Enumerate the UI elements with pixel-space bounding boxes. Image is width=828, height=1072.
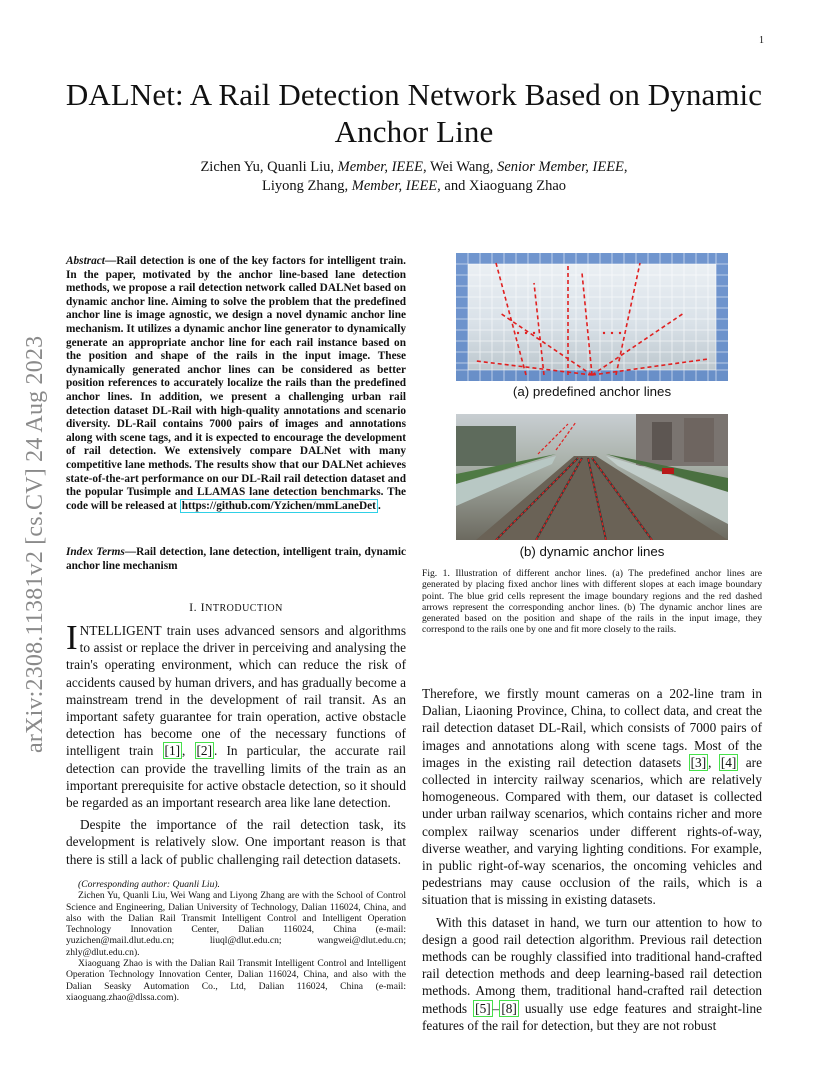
paragraph-text: Therefore, we firstly mount cameras on a 202-line tram in Dalian, Liaoning Province, China, to collect data, and creat the rail detection dataset DL-Rail, which consists of 7000 pairs of images and annotations along with scene tags. Most of the images in the existing rail detection datasets xyxy=(422,686,762,770)
section-title-rest: NTRODUCTION xyxy=(205,603,283,614)
author-names: , and Xiaoguang Zhao xyxy=(437,178,567,194)
subcaption-b: (b) dynamic anchor lines xyxy=(519,544,665,559)
section-initial: I xyxy=(200,600,206,614)
intro-paragraph-1 xyxy=(66,618,406,811)
paragraph-text: . In particular, the accurate rail detection can provide the travelling limits of the train as an important prerequisite for active obstacle detection, so it should be regarded as an important research area like lane detection. xyxy=(66,743,406,811)
arxiv-stamp xyxy=(22,283,52,753)
drop-cap: I xyxy=(66,618,78,657)
index-terms-text: —Rail detection, lane detection, intelligent train, dynamic anchor line mechanism xyxy=(66,546,406,572)
citation-link[interactable]: [1] xyxy=(164,743,181,759)
code-link[interactable]: https://github.com/Yzichen/mmLaneDet xyxy=(181,499,376,512)
abstract xyxy=(66,255,406,513)
author-line-1 xyxy=(60,158,768,177)
intro-body xyxy=(66,618,406,868)
affiliation-note-2: Xiaoguang Zhao is with the Dalian Rail Transmit Intelligent Control and Intelligent Operation Technology Innovation Center, Dalian 116024, China, and also with the Dalian Seasky Automation Co., Ltd, Dalian 116024, China (e-mail: xiaoguang.zhao@dlssa.com). xyxy=(66,958,406,1003)
figure-caption: Fig. 1. Illustration of different anchor lines. (a) The predefined anchor lines are generated by placing fixed anchor lines with different slopes at each image boundary point. The blue grid cells represent the image boundary regions and the red dashed arrows represent the corresponding anchor lines. (b) The dynamic anchor lines are generated based on the position and shape of the rails in the input image, they correspond to the rails one by one and fit more closely to the rails. xyxy=(422,568,762,636)
abstract-label: Abstract xyxy=(66,255,105,267)
arxiv-identifier: arXiv:2308.11381v2 [cs.CV] 24 Aug 2023 xyxy=(22,335,48,753)
abstract-text: —Rail detection is one of the key factors for intelligent train. In the paper, motivated by the anchor line-based lane detection methods, we propose a rail detection network called DALNet based on dynamic anchor line. Aiming to solve the problem that the predefined anchor line is image agnostic, we design a novel dynamic anchor line mechanism. It utilizes a dynamic anchor line generator to dynamically generate an appropriate anchor line for each rail instance based on the position and shape of the rails in the input image. These dynamically generated anchor lines can be considered as better position references to accurately localize the rails than the predefined anchor lines. In addition, we present a challenging urban rail detection dataset DL-Rail with high-quality annotations and scenario diversity. DL-Rail contains 7000 pairs of images and annotations along with scene tags, and it is expected to encourage the development of rail detection. We extensively compare DALNet with many competitive lane methods. The results show that our DALNet achieves state-of-the-art performance on our DL-Rail rail detection dataset and the popular Tusimple and LLAMAS lane detection benchmarks. The code will be released at xyxy=(66,255,406,512)
paragraph-text: train uses advanced sensors and algorithms to assist or replace the driver in perceiving and analysing the train's operating environment, which can reduce the risk of accidents caused by human drivers, and has gradually become a mainstream trend in the development of rail transit. As an important safety guarantee for train operation, active obstacle detection has become one of the necessary functions of intelligent train xyxy=(66,623,406,759)
author-names: Liyong Zhang, xyxy=(261,178,352,194)
predefined-anchor-lines-image xyxy=(456,253,728,381)
footnotes xyxy=(66,879,406,1003)
author-membership: Member, IEEE xyxy=(351,178,438,194)
citation-link[interactable]: [5] xyxy=(475,1000,491,1016)
right-paragraph-1 xyxy=(422,685,762,909)
paragraph-text: are collected in intercity railway scenarios, which are relatively homogeneous. Compared with them, our dataset is collected under urban railway scenarios, which contains richer and more complex railway scenarios under different rights-of-way, diverse weather, and varying lighting conditions. For example, in public right-of-way scenarios, the oncoming vehicles and pedestrians may cause occlusion of the rails, which is a situation that is missing in existing datasets. xyxy=(422,754,762,908)
page-number: 1 xyxy=(759,35,764,46)
right-paragraph-2 xyxy=(422,914,762,1034)
figure-predefined-anchor-lines xyxy=(456,253,728,381)
corresponding-author: (Corresponding author: Quanli Liu). xyxy=(78,879,220,890)
corresponding-author-note xyxy=(66,879,406,890)
section-heading xyxy=(66,600,406,615)
abstract-end: . xyxy=(377,499,381,512)
author-line-2 xyxy=(60,177,768,196)
author-list xyxy=(60,158,768,196)
citation-range-dash: – xyxy=(492,1000,500,1016)
section-number: I. xyxy=(189,600,201,614)
figure-dynamic-anchor-lines xyxy=(456,414,728,540)
author-names: , Wei Wang, xyxy=(423,159,498,175)
paragraph-text: usually use edge features and straight-line features of the rail for detection, but they are not robust xyxy=(422,1000,762,1033)
index-terms-label: Index Terms xyxy=(66,546,125,558)
author-names: Zichen Yu, Quanli Liu, xyxy=(200,159,338,175)
author-membership: Member, IEEE xyxy=(337,159,423,175)
index-terms xyxy=(66,546,406,573)
paragraph-text: With this dataset in hand, we turn our attention to how to design a good rail detection algorithm. Previous rail detection methods can be roughly classified into traditional hand-crafted rail detection methods and deep learning-based rail detection methods. Among them, traditional hand-crafted rail detection methods xyxy=(422,914,762,1016)
author-separator: , xyxy=(623,159,628,175)
citation-link[interactable]: [4] xyxy=(720,754,737,770)
right-column-body xyxy=(422,685,762,1034)
subcaption-a: (a) predefined anchor lines xyxy=(512,384,672,399)
citation-separator: , xyxy=(182,743,195,759)
intro-paragraph-2: Despite the importance of the rail detection task, its development is relatively slow. One important reason is that there is still a lack of public challenging rail detection datasets. xyxy=(66,817,406,867)
paper-title: DALNet: A Rail Detection Network Based on Dynamic Anchor Line xyxy=(65,77,763,149)
author-membership: Senior Member, IEEE xyxy=(497,159,624,175)
drop-cap-lead: NTELLIGENT xyxy=(79,623,162,638)
affiliation-note-1: Zichen Yu, Quanli Liu, Wei Wang and Liyong Zhang are with the School of Control Science and Engineering, Dalian University of Technology, Dalian 116024, China, and also with the Dalian Rail Transmit Intelligent Control and Intelligent Operation Technology Innovation Center, Dalian 116024, China (e-mail: yuzichen@mail.dlut.edu.cn; liuql@dlut.edu.cn; wangwei@dlut.edu.cn; zhly@dlut.edu.cn). xyxy=(66,890,406,958)
citation-link[interactable]: [3] xyxy=(690,754,707,770)
citation-link[interactable]: [8] xyxy=(501,1000,517,1016)
citation-link[interactable]: [2] xyxy=(196,743,213,759)
citation-separator: , xyxy=(708,754,719,770)
dynamic-anchor-lines-image xyxy=(456,414,728,540)
